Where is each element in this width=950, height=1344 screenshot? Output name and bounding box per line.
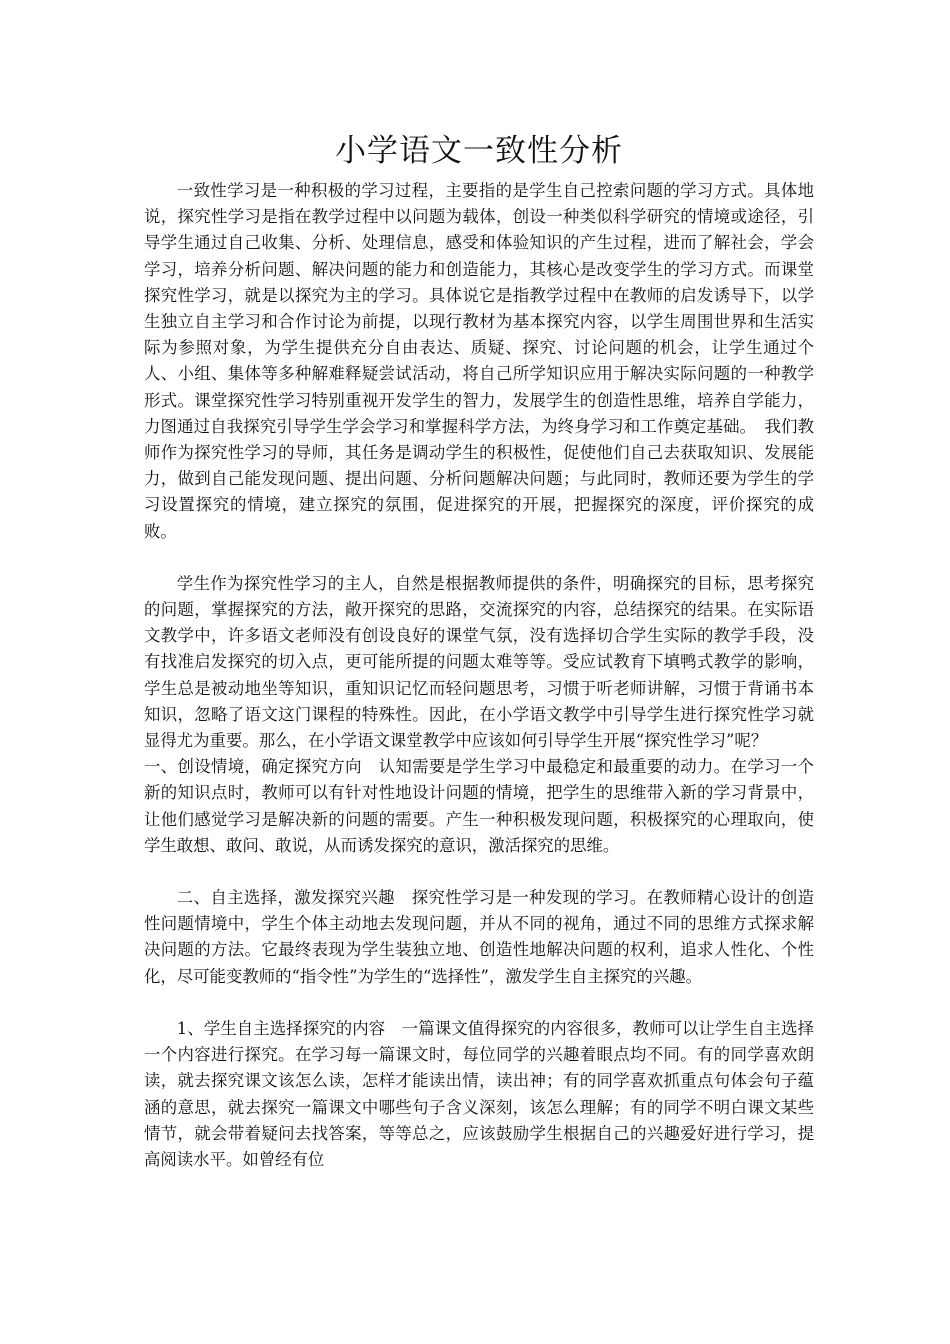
paragraph-student-role: 学生作为探究性学习的主人，自然是根据教师提供的条件，明确探究的目标，思考探究的问题，掌握探究的方法，敞开探究的思路，交流探究的内容，总结探究的结果。在实际语文教学中，许多语文老师没有创设良好的课堂气氛，没有选择切合学生实际的教学手段，没有找准启发探究的切入点，更可能所提的问题太难等等。受应试教育下填鸭式教学的影响，学生总是被动地坐等知识，重知识记忆而轻问题思考，习惯于听老师讲解，习惯于背诵书本知识，忽略了语文这门课程的特殊性。因此，在小学语文教学中引导学生进行探究性学习就显得尤为重要。那么，在小学语文课堂教学中应该如何引导学生开展“探究性学习”呢？: [144, 573, 814, 751]
paragraph-section-one: 一、创设情境，确定探究方向 认知需要是学生学习中最稳定和最重要的动力。在学习一个新的知识点时，教师可以有针对性地设计问题的情境，把学生的思维带入新的学习背景中，让他们感觉学习是解决新的问题的需要。产生一种积极发现问题，积极探究的心理取向，使学生敢想、敢问、敢说，从而诱发探究的意识，激活探究的思维。: [144, 757, 814, 855]
document-title: 小学语文一致性分析: [335, 133, 623, 169]
paragraph-spacer: [144, 545, 814, 571]
paragraph-spacer: [144, 990, 814, 1016]
paragraph-intro: 一致性学习是一种积极的学习过程，主要指的是学生自己控索问题的学习方式。具体地说，探究性学习是指在教学过程中以问题为载体，创设一种类似科学研究的情境或途径，引导学生通过自己收集、分析、处理信息，感受和体验知识的产生过程，进而了解社会，学会学习，培养分析问题、解决问题的能力和创造能力，其核心是改变学生的学习方式。而课堂探究性学习，就是以探究为主的学习。具体说它是指教学过程中在教师的启发诱导下，以学生独立自主学习和合作讨论为前提，以现行教材为基本探究内容，以学生周围世界和生活实际为参照对象，为学生提供充分自由表达、质疑、探究、讨论问题的机会，让学生通过个人、小组、集体等多种解难释疑尝试活动，将自己所学知识应用于解决实际问题的一种教学形式。课堂探究性学习特别重视开发学生的智力，发展学生的创造性思维，培养自学能力，力图通过自我探究引导学生学会学习和掌握科学方法，为终身学习和工作奠定基础。 我们教师作为探究性学习的导师，其任务是调动学生的积极性，促使他们自己去获取知识、发展能力，做到自己能发现问题、提出问题、分析问题解决问题；与此同时，教师还要为学生的学习设置探究的情境，建立探究的氛围，促进探究的开展，把握探究的深度，评价探究的成败。: [144, 181, 814, 541]
paragraph-subsection-one: 1、学生自主选择探究的内容 一篇课文值得探究的内容很多，教师可以让学生自主选择一个内容进行探究。在学习每一篇课文时，每位同学的兴趣着眼点均不同。有的同学喜欢朗读，就去探究课文该怎么读，怎样才能读出情，读出神；有的同学喜欢抓重点句体会句子蕴涵的意思，就去探究一篇课文中哪些句子含义深刻，该怎么理解；有的同学不明白课文某些情节，就会带着疑问去找答案，等等总之，应该鼓励学生根据自己的兴趣爱好进行学习，提高阅读水平。如曾经有位: [144, 1018, 814, 1169]
paragraph-spacer: [144, 859, 814, 885]
paragraph-section-two: 二、自主选择，激发探究兴趣 探究性学习是一种发现的学习。在教师精心设计的创造性问题情境中，学生个体主动地去发现问题，并从不同的视角，通过不同的思维方式探求解决问题的方法。它最终表现为学生装独立地、创造性地解决问题的权利，追求人性化、个性化，尽可能变教师的“指令性”为学生的“选择性”，激发学生自主探究的兴趣。: [144, 888, 814, 986]
document-page: [144, 128, 814, 1173]
